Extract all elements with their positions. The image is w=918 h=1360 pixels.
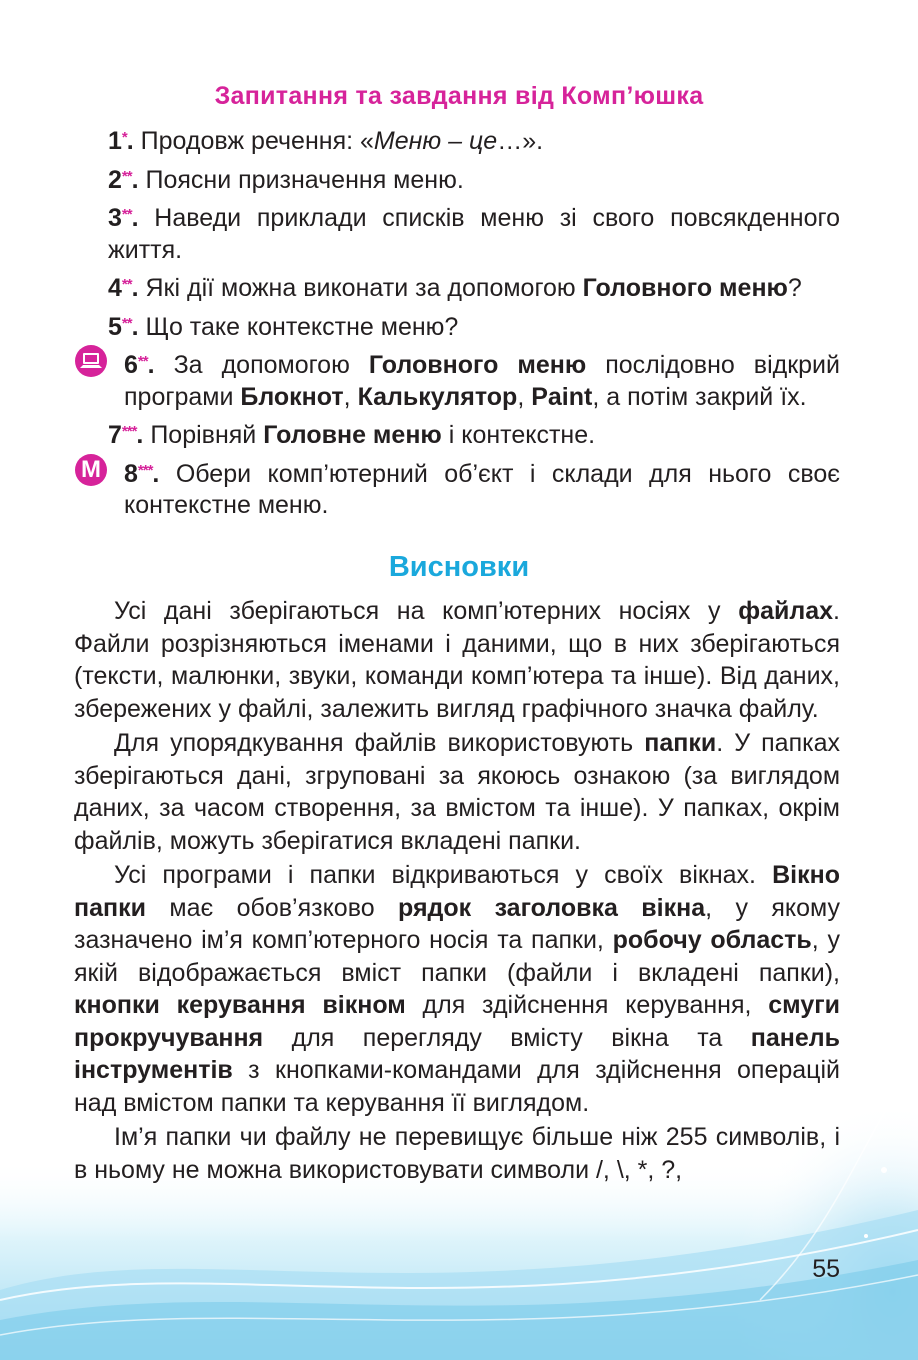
text-span: , (517, 382, 532, 411)
text-span: …». (497, 127, 544, 155)
bold-term: рядок заголовка вікна (398, 893, 706, 922)
difficulty-stars: *** (137, 461, 153, 479)
question-number: 4 (108, 274, 122, 302)
conclusion-paragraph (74, 595, 840, 725)
question-number: 6 (124, 351, 138, 379)
difficulty-stars: ** (121, 206, 132, 223)
text-span: Ім’я папки чи файлу не перевищує більше ніж 255 символів, і в ньому не можна використовувати символи /, \, *, ?, (74, 1123, 840, 1184)
text-span: . Файли розрізняються іменами і даними, що в них зберігаються (тексти, малюнки, звуки, команди комп’ютера та інше). Від даних, збережених у файлі, залежить вигляд графічного значка файлу. (74, 597, 840, 723)
question-item (108, 269, 840, 305)
conclusion-paragraph (74, 1121, 840, 1186)
text-span: Усі програми і папки відкриваються у своїх вікнах. (114, 861, 773, 889)
question-number-dot: . (136, 421, 151, 449)
text-span: Що таке контекстне меню? (145, 312, 459, 341)
text-span: , у якому зазначено ім’я комп’ютерного носія та папки, (74, 893, 840, 954)
difficulty-stars: * (121, 129, 127, 146)
question-number-dot: . (131, 274, 146, 302)
question-number: 1 (108, 127, 122, 155)
text-span: Усі дані зберігаються на комп’ютерних носіях у (114, 597, 739, 625)
bold-term: файлах (738, 597, 834, 625)
difficulty-stars: ** (137, 353, 148, 370)
computer-icon (75, 345, 107, 377)
text-span: Порівняй (150, 421, 264, 449)
bold-term: робочу область (612, 926, 812, 954)
difficulty-stars: ** (121, 167, 132, 185)
question-item (108, 199, 840, 266)
text-span: має обов’язково (146, 893, 398, 922)
bold-term: папки (644, 729, 717, 757)
bold-term: смуги прокручування (74, 991, 841, 1052)
bold-term: Вікно папки (74, 861, 840, 922)
text-span: За допомогою (173, 351, 369, 379)
question-number: 5 (108, 312, 122, 341)
question-item (108, 416, 840, 452)
m-badge-icon: M (75, 454, 107, 486)
italic-text: Меню – це (373, 127, 498, 155)
question-number: 7 (108, 421, 122, 449)
bold-term: Блокнот (240, 382, 344, 411)
text-span: Обери комп’ютерний об’єкт і склади для нього своє контекстне меню. (124, 459, 840, 519)
question-item (108, 346, 840, 413)
question-number-dot: . (131, 204, 155, 232)
bold-term: Головне меню (263, 421, 442, 449)
question-number-dot: . (131, 165, 146, 194)
question-item (108, 122, 840, 158)
text-span: . У папках зберігаються дані, згруповані за якоюсь ознакою (за виглядом даних, за часом створення, за вмістом та інше). У папках, окрім файлів, можуть зберігатися вкладені папки. (74, 729, 840, 855)
text-span: і контекстне. (441, 421, 596, 449)
text-span: для здійснення керування, (405, 991, 769, 1019)
questions-heading: Запитання та завдання від Комп’юшка (214, 82, 704, 110)
question-number-dot: . (131, 312, 146, 341)
bold-term: Головного меню (368, 351, 587, 379)
question-item (108, 308, 840, 344)
question-number-dot: . (147, 351, 174, 379)
text-span: Продовж речення: « (140, 127, 374, 155)
questions-list (81, 122, 840, 525)
page-number: 55 (812, 1255, 840, 1283)
question-number: 8 (124, 459, 138, 488)
text-span: , а потім закрий їх. (592, 382, 807, 411)
conclusion-paragraph (74, 727, 840, 857)
text-span: ? (787, 274, 802, 302)
question-number-dot: . (126, 127, 141, 155)
question-item (108, 161, 840, 197)
difficulty-stars: ** (121, 314, 132, 332)
text-span: Для упорядкування файлів використовують (114, 729, 645, 757)
bold-term: панель інструментів (74, 1023, 840, 1084)
conclusions-heading: Висновки (388, 551, 530, 583)
text-span: Наведи приклади списків меню зі свого повсякденного життя. (108, 204, 840, 264)
difficulty-stars: ** (121, 276, 132, 293)
question-number-dot: . (152, 459, 176, 488)
question-item (81, 455, 840, 522)
bold-term: Головного меню (582, 274, 788, 302)
bold-term: Paint (531, 382, 593, 411)
text-span: Поясни призначення меню. (145, 165, 464, 194)
text-span: для перегляду вмісту вікна та (263, 1023, 751, 1052)
conclusions-section (74, 595, 840, 1188)
bold-term: кнопки керування вікном (74, 991, 406, 1019)
question-number: 3 (108, 204, 122, 232)
text-span: Які дії можна виконати за допомогою (145, 274, 583, 302)
question-number: 2 (108, 165, 122, 194)
text-span: з кнопками-командами для здійснення операцій над вмістом папки та керування її виглядом. (74, 1056, 840, 1117)
bold-term: Калькулятор (357, 382, 518, 411)
text-span: послідовно відкрий програми (124, 351, 840, 411)
conclusion-paragraph (74, 859, 840, 1119)
text-span: , у якій відображається вміст папки (файли і вкладені папки), (74, 926, 840, 987)
difficulty-stars: *** (121, 423, 137, 440)
text-span: , (343, 382, 358, 411)
